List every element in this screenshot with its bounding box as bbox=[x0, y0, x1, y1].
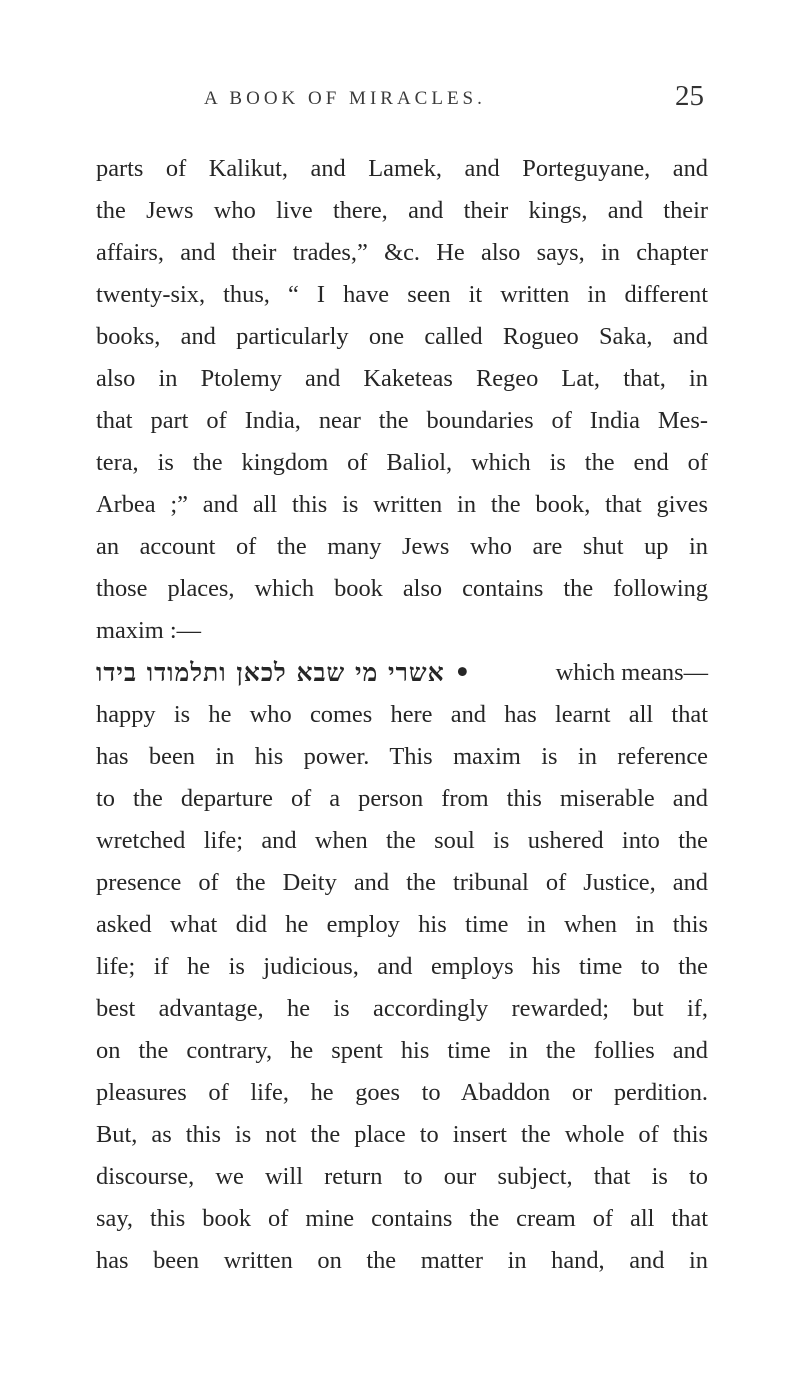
text-line: tera, is the kingdom of Baliol, which is the end of bbox=[96, 449, 708, 476]
running-head: A BOOK OF MIRACLES. bbox=[204, 88, 486, 109]
text-line: books, and particularly one called Rogueo Saka, and bbox=[96, 323, 708, 350]
hebrew-maxim-line bbox=[96, 652, 708, 694]
hebrew-maxim: • אשרי מי שבא לכאן ותלמודו בידו bbox=[96, 658, 472, 687]
text-line: also in Ptolemy and Kaketeas Regeo Lat, that, in bbox=[96, 365, 708, 392]
text-line: discourse, we will return to our subject, that is to bbox=[96, 1163, 708, 1190]
page-number: 25 bbox=[675, 80, 704, 112]
text-line: affairs, and their trades,” &c. He also says, in chapter bbox=[96, 239, 708, 266]
text-line: happy is he who comes here and has learnt all that bbox=[96, 701, 708, 728]
hebrew-translation-lead: which means— bbox=[555, 659, 708, 686]
text-line: to the departure of a person from this miserable and bbox=[96, 785, 708, 812]
text-line: the Jews who live there, and their kings, and their bbox=[96, 197, 708, 224]
text-line: presence of the Deity and the tribunal of Justice, and bbox=[96, 869, 708, 896]
text-line: has been written on the matter in hand, and in bbox=[96, 1247, 708, 1274]
text-line: parts of Kalikut, and Lamek, and Porteguyane, and bbox=[96, 155, 708, 182]
text-line: best advantage, he is accordingly rewarded; but if, bbox=[96, 995, 708, 1022]
text-line: that part of India, near the boundaries of India Mes- bbox=[96, 407, 708, 434]
text-line: asked what did he employ his time in when in this bbox=[96, 911, 708, 938]
text-line: wretched life; and when the soul is ushered into the bbox=[96, 827, 708, 854]
text-line: pleasures of life, he goes to Abaddon or perdition. bbox=[96, 1079, 708, 1106]
text-line: those places, which book also contains the following bbox=[96, 575, 708, 602]
body-text bbox=[96, 148, 708, 1282]
text-line: maxim :— bbox=[96, 617, 202, 644]
text-line: has been in his power. This maxim is in reference bbox=[96, 743, 708, 770]
text-line: twenty-six, thus, “ I have seen it written in different bbox=[96, 281, 708, 308]
text-line: But, as this is not the place to insert the whole of this bbox=[96, 1121, 708, 1148]
text-line: Arbea ;” and all this is written in the book, that gives bbox=[96, 491, 708, 518]
text-line: life; if he is judicious, and employs his time to the bbox=[96, 953, 708, 980]
text-line: on the contrary, he spent his time in the follies and bbox=[96, 1037, 708, 1064]
text-line: say, this book of mine contains the cream of all that bbox=[96, 1205, 708, 1232]
text-line: an account of the many Jews who are shut up in bbox=[96, 533, 708, 560]
